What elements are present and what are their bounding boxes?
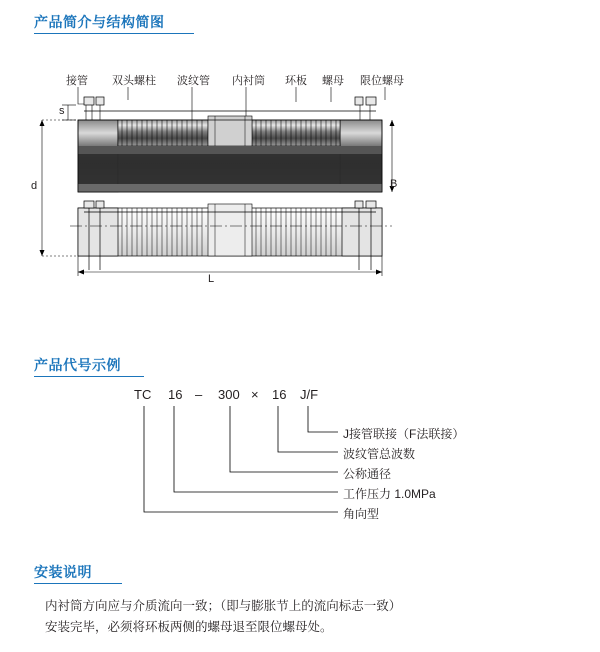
callout-label-ring-plate: 环板 bbox=[285, 75, 307, 87]
install-note-line-1: 内衬筒方向应与介质流向一致；（即与膨胀节上的流向标志一致） bbox=[45, 599, 402, 613]
code-token-diameter: 300 bbox=[218, 387, 240, 402]
code-desc-angular-type: 角向型 bbox=[343, 507, 380, 521]
code-token-waves: 16 bbox=[272, 387, 287, 402]
code-token-type: 16 bbox=[168, 387, 183, 402]
code-token-series: TC bbox=[134, 387, 152, 402]
section-title-installation: 安装说明 bbox=[34, 564, 92, 580]
dimension-label-d: d bbox=[31, 180, 38, 192]
product-code-leader-lines bbox=[0, 380, 600, 540]
structure-diagram bbox=[0, 60, 600, 290]
structure-diagram-svg bbox=[0, 60, 600, 290]
install-note-line-2: 安装完毕，必须将环板两侧的螺母退至限位螺母处。 bbox=[45, 620, 333, 634]
code-token-times: × bbox=[251, 387, 259, 402]
code-desc-connection: J接管联接（F法联接） bbox=[343, 427, 465, 441]
dimension-label-L: L bbox=[208, 273, 215, 285]
code-desc-working-pressure: 工作压力 1.0MPa bbox=[343, 487, 436, 501]
callout-label-bellows: 波纹管 bbox=[177, 75, 210, 87]
code-token-dash: – bbox=[195, 387, 203, 402]
code-token-connection: J/F bbox=[300, 387, 319, 402]
section-title-product-intro: 产品简介与结构简图 bbox=[34, 14, 165, 30]
dimension-label-B: B bbox=[390, 178, 398, 190]
callout-label-liner: 内衬筒 bbox=[232, 75, 265, 87]
code-desc-nominal-diameter: 公称通径 bbox=[343, 467, 392, 481]
code-desc-wave-count: 波纹管总波数 bbox=[343, 447, 416, 461]
section-title-product-code: 产品代号示例 bbox=[34, 357, 121, 373]
product-code-diagram bbox=[0, 380, 600, 540]
callout-label-stud: 双头螺柱 bbox=[112, 75, 156, 87]
callout-label-limit-nut: 限位螺母 bbox=[360, 75, 404, 87]
callout-label-nut: 螺母 bbox=[322, 75, 344, 87]
section-underline-3 bbox=[34, 583, 122, 584]
callout-label-nozzle: 接管 bbox=[66, 75, 88, 87]
section-underline-1 bbox=[34, 33, 194, 34]
installation-notes bbox=[45, 596, 565, 638]
dimension-label-s: s bbox=[59, 105, 65, 117]
section-underline-2 bbox=[34, 376, 144, 377]
